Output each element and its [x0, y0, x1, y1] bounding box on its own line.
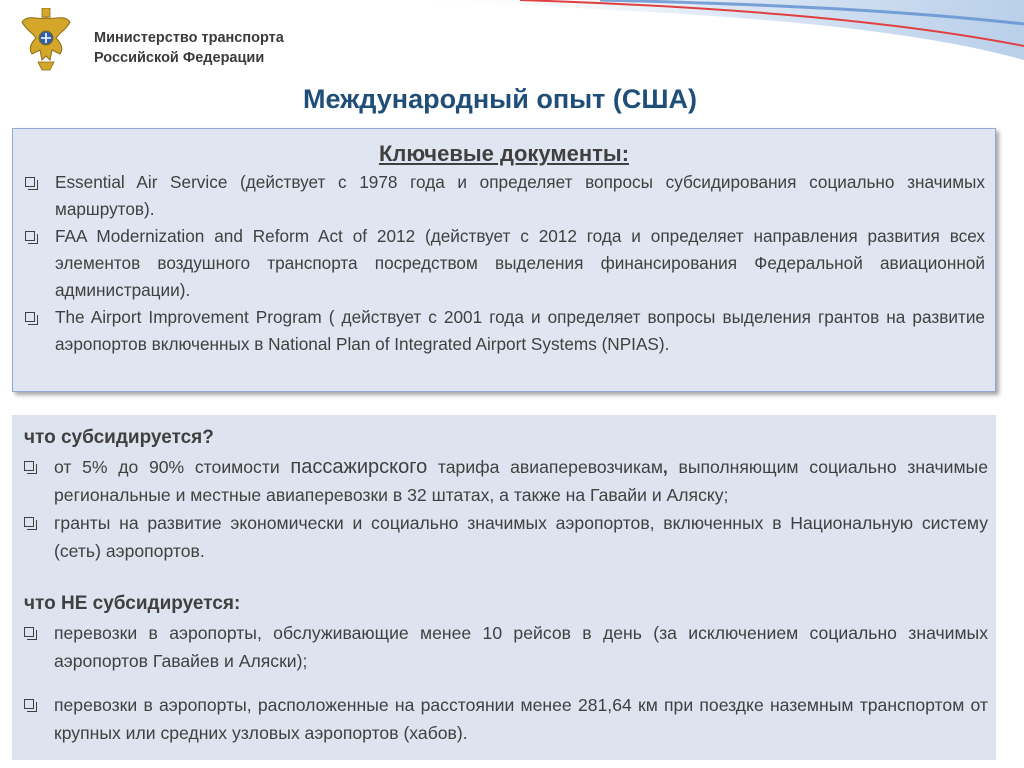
text-fragment: ,	[662, 457, 668, 477]
list-item	[13, 169, 995, 223]
not-subsidized-heading	[12, 591, 996, 617]
list-item-text	[54, 457, 988, 505]
ministry-name	[94, 28, 354, 68]
list-item-text: гранты на развитие экономически и социально значимых аэропортов, включенных в Национальную систему (сеть) аэропортов.	[54, 513, 988, 561]
subsidy-box	[12, 415, 996, 760]
heading-text: что НЕ субсидируется	[24, 593, 234, 614]
checkbox-bullet-icon	[24, 627, 34, 637]
key-documents-list	[13, 169, 995, 358]
list-item-text: перевозки в аэропорты, расположенные на расстоянии менее 281,64 км при поездке наземным транспортом от крупных или средних узловых аэропортов (хабов).	[54, 695, 988, 743]
key-documents-heading: Ключевые документы:	[378, 141, 630, 166]
page-title: Международный опыт (США)	[302, 84, 698, 114]
list-item	[13, 304, 995, 358]
ministry-line-2: Российской Федерации	[94, 50, 265, 66]
list-item	[12, 691, 996, 747]
checkbox-bullet-icon	[25, 312, 35, 322]
list-item	[13, 223, 995, 304]
subsidized-list	[12, 453, 996, 565]
list-item	[12, 509, 996, 565]
text-fragment: от 5% до 90% стоимости	[54, 457, 291, 477]
text-fragment: выполняющим социально значимые региональные и местные авиаперевозки в 32 штатах, а также на Гавайи и Аляску;	[54, 457, 988, 505]
not-subsidized-list	[12, 619, 996, 747]
list-item-text: Essential Air Service (действует с 1978 года и определяет вопросы субсидирования социально значимых маршрутов).	[55, 172, 985, 219]
list-item-text: FAA Modernization and Reform Act of 2012 (действует с 2012 года и определяет направления развития всех элементов воздушного транспорта посредством выделения финансирования Федеральной авиационной администрации).	[55, 226, 985, 300]
checkbox-bullet-icon	[24, 517, 34, 527]
list-item	[12, 453, 996, 509]
list-item-text: The Airport Improvement Program ( действует с 2001 года и определяет вопросы выделения грантов на развитие аэропортов включенных в National Plan of Integrated Airport Systems (NPIAS).	[55, 307, 985, 354]
list-item-text: перевозки в аэропорты, обслуживающие менее 10 рейсов в день (за исключением социально значимых аэропортов Гавайев и Аляски);	[54, 623, 988, 671]
emphasized-word: пассажирского	[290, 456, 428, 478]
double-headed-eagle-icon	[20, 8, 72, 72]
checkbox-bullet-icon	[25, 231, 35, 241]
text-fragment: тарифа авиаперевозчикам	[427, 457, 663, 477]
checkbox-bullet-icon	[25, 177, 35, 187]
checkbox-bullet-icon	[24, 461, 34, 471]
subsidized-heading: что субсидируется?	[24, 427, 214, 448]
heading-colon: :	[233, 593, 241, 614]
key-documents-box	[12, 128, 996, 392]
list-item	[12, 619, 996, 675]
ministry-line-1: Министерство транспорта	[94, 30, 284, 46]
checkbox-bullet-icon	[24, 699, 34, 709]
